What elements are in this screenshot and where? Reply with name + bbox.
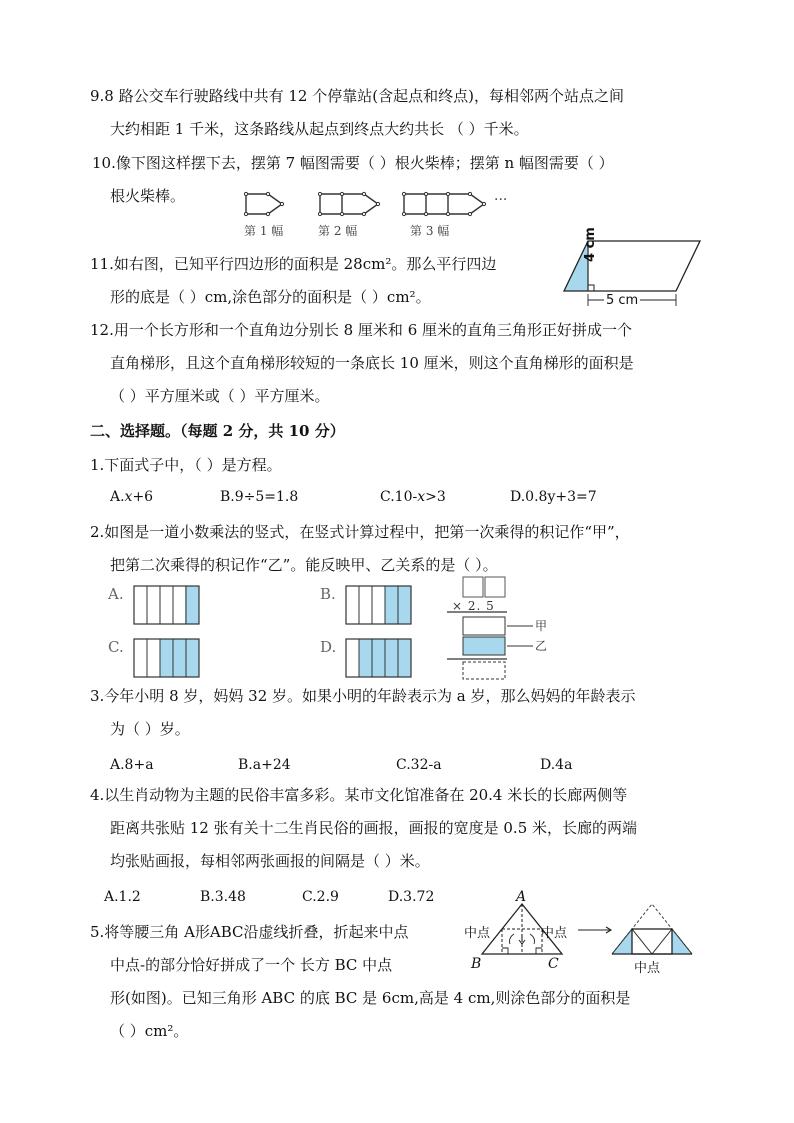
c2-label-b: B. bbox=[320, 585, 336, 603]
q10-line1: 10.像下图这样摆下去，摆第 7 幅图需要（ ）根火柴棒；摆第 n 幅图需要（ ） bbox=[92, 154, 614, 172]
ellipsis: ··· bbox=[494, 192, 508, 208]
q12-line1: 12.用一个长方形和一个直角边分别长 8 厘米和 6 厘米的直角三角形正好拼成一个 bbox=[90, 321, 633, 339]
caption-fig1: 第 1 幅 bbox=[244, 224, 284, 238]
triangle-fold-figure bbox=[460, 890, 700, 972]
base-label: 5 cm bbox=[606, 293, 639, 308]
c2-line2: 把第二次乘得的积记作“乙”。能反映甲、乙关系的是（ ）。 bbox=[110, 556, 498, 574]
c3-line2: 为（ ）岁。 bbox=[110, 720, 190, 738]
q11-line2: 形的底是（ ）cm,涂色部分的面积是（ ）cm²。 bbox=[110, 288, 431, 306]
c2-label-c: C. bbox=[108, 638, 124, 656]
midpoint-left-label: 中点 bbox=[464, 926, 491, 941]
c3-option-c: C.32-a bbox=[396, 757, 442, 773]
q9-line2: 大约相距 1 千米，这条路线从起点到终点大约共长 （ ）千米。 bbox=[110, 120, 529, 138]
bar-option-c bbox=[133, 638, 201, 678]
multiplier-row: × 2. 5 bbox=[452, 599, 495, 613]
c4-option-d: D.3.72 bbox=[388, 889, 435, 905]
q10-line2: 根火柴棒。 bbox=[110, 187, 186, 205]
bar-option-b bbox=[345, 585, 413, 625]
c1-option-b: B.9÷5=1.8 bbox=[220, 489, 299, 505]
midpoint-right-label: 中点 bbox=[541, 926, 568, 941]
q12-line2: 直角梯形，且这个直角梯形较短的一条底长 10 厘米，则这个直角梯形的面积是 bbox=[110, 354, 634, 372]
caption-fig3: 第 3 幅 bbox=[410, 224, 450, 238]
c2-label-d: D. bbox=[320, 638, 337, 656]
c2-label-a: A. bbox=[108, 585, 124, 603]
c4-line1: 4.以生肖动物为主题的民俗丰富多彩。某市文化馆准备在 20.4 米长的长廊两侧等 bbox=[90, 786, 628, 804]
bar-option-d bbox=[345, 638, 413, 678]
c3-line1: 3.今年小明 8 岁，妈妈 32 岁。如果小明的年龄表示为 a 岁，那么妈妈的年龄表示 bbox=[90, 687, 636, 705]
height-label: 4 cm bbox=[583, 227, 598, 262]
caption-fig2: 第 2 幅 bbox=[318, 224, 358, 238]
midpoint-bottom-label: 中点 bbox=[634, 961, 661, 976]
c2-line1: 2.如图是一道小数乘法的竖式，在竖式计算过程中，把第一次乘得的积记作“甲”， bbox=[90, 523, 630, 541]
c4-option-b: B.3.48 bbox=[200, 889, 246, 905]
c1-stem: 1.下面式子中，（ ）是方程。 bbox=[90, 456, 282, 474]
c1-option-d: D.0.8y+3=7 bbox=[510, 489, 597, 505]
label-jia: 甲 bbox=[535, 619, 548, 633]
c4-option-c: C.2.9 bbox=[302, 889, 339, 905]
c4-line2: 距离共张贴 12 张有关十二生肖民俗的画报，画报的宽度是 0.5 米，长廊的两端 bbox=[110, 819, 638, 837]
c5-line2: 中点-的部分恰好拼成了一个 长方 BC 中点 bbox=[110, 956, 393, 974]
q11-line1: 11.如右图，已知平行四边形的面积是 28cm²。那么平行四边 bbox=[90, 255, 497, 273]
c3-option-a: A.8+a bbox=[110, 757, 154, 773]
q12-line3: （ ）平方厘米或（ ）平方厘米。 bbox=[110, 387, 330, 405]
c5-line4: （ ）cm²。 bbox=[110, 1022, 189, 1040]
vertex-c-label: C bbox=[548, 956, 559, 972]
c5-line3: 形(如图)。已知三角形 ABC 的底 BC 是 6cm,高是 4 cm,则涂色部分的面积是 bbox=[110, 989, 631, 1007]
q9-line1: 9.8 路公交车行驶路线中共有 12 个停靠站(含起点和终点)，每相邻两个站点之间 bbox=[90, 87, 624, 105]
c3-option-b: B.a+24 bbox=[238, 757, 291, 773]
bar-option-a bbox=[133, 585, 201, 625]
c4-option-a: A.1.2 bbox=[104, 889, 141, 905]
vertex-b-label: B bbox=[471, 956, 482, 972]
c4-line3: 均张贴画报，每相邻两张画报的间隔是（ ）米。 bbox=[110, 852, 430, 870]
vertex-a-label: A bbox=[516, 889, 527, 905]
matchstick-figures bbox=[240, 188, 510, 220]
c3-option-d: D.4a bbox=[540, 757, 573, 773]
c5-line1: 5.将等腰三角 A形ABC沿虚线折叠，折起来中点 bbox=[90, 923, 409, 941]
c1-option-c: C.10-𝑥>3 bbox=[380, 489, 446, 505]
c1-option-a: A.𝑥+6 bbox=[110, 489, 154, 505]
label-yi: 乙 bbox=[535, 639, 548, 653]
section-title: 二、选择题。（每题 2 分，共 10 分） bbox=[90, 422, 345, 440]
